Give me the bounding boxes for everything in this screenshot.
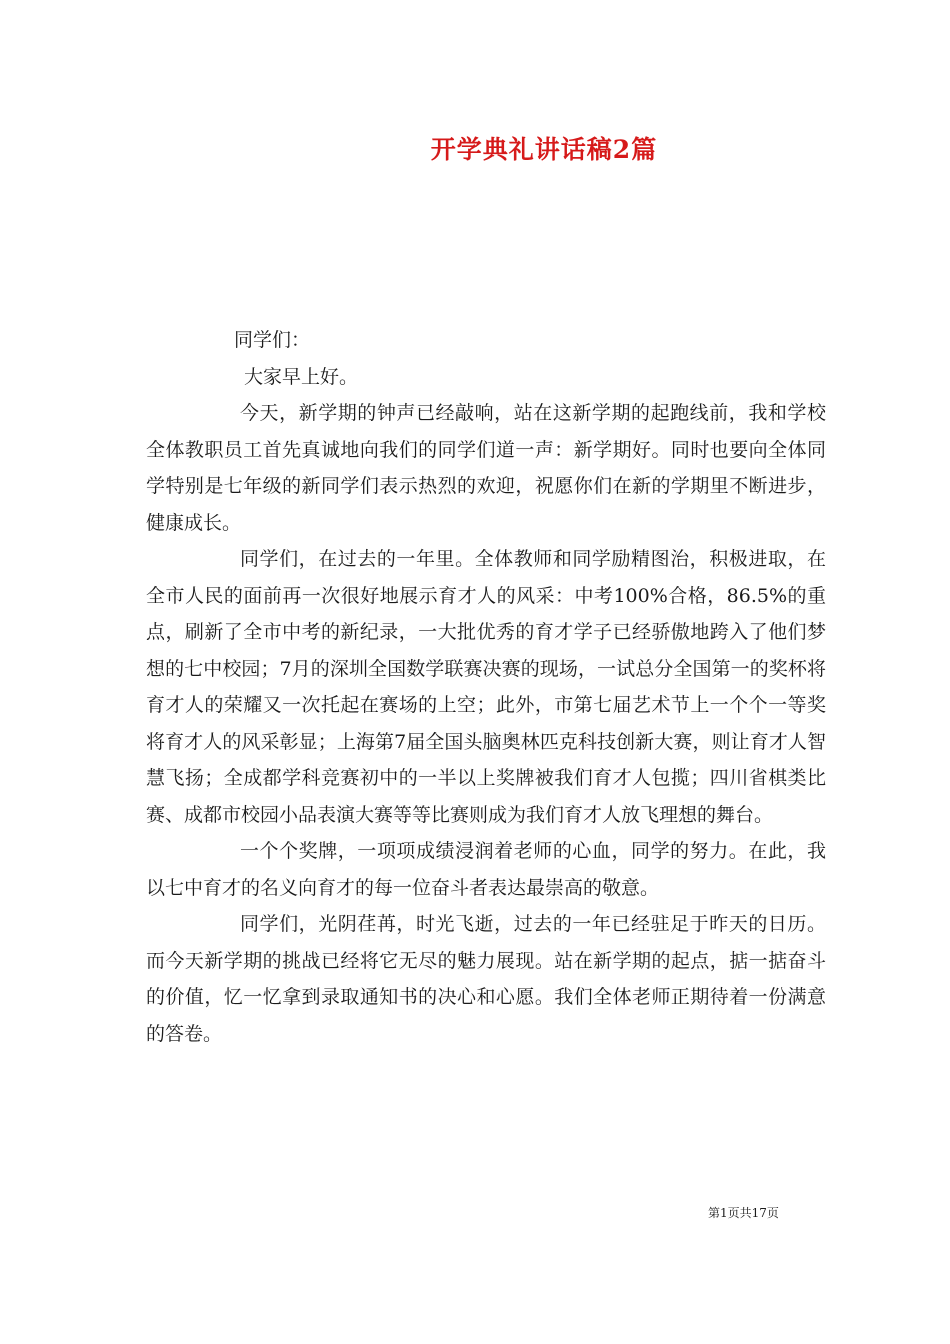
document-body [146, 322, 826, 1052]
document-title: 开学典礼讲话稿2篇 [430, 135, 658, 164]
paragraph: 同学们，在过去的一年里。全体教师和同学励精图治，积极进取，在全市人民的面前再一次很好地展示育才人的风采：中考100%合格，86.5%的重点，刷新了全市中考的新纪录，一大批优秀的育才学子已经骄傲地跨入了他们梦想的七中校园；7月的深圳全国数学联赛决赛的现场，一试总分全国第一的奖杯将育才人的荣耀又一次托起在赛场的上空；此外，市第七届艺术节上一个个一等奖将育才人的风采彰显；上海第7届全国头脑奥林匹克科技创新大赛，则让育才人智慧飞扬；全成都学科竞赛初中的一半以上奖牌被我们育才人包揽；四川省棋类比赛、成都市校园小品表演大赛等等比赛则成为我们育才人放飞理想的舞台。 [146, 548, 826, 826]
salutation: 同学们： [234, 329, 311, 351]
page-number: 第1页共17页 [708, 1206, 779, 1220]
paragraph: 一个个奖牌，一项项成绩浸润着老师的心血，同学的努力。在此，我以七中育才的名义向育才的每一位奋斗者表达最崇高的敬意。 [146, 840, 826, 899]
paragraph: 同学们，光阴荏苒，时光飞逝，过去的一年已经驻足于昨天的日历。而今天新学期的挑战已经将它无尽的魅力展现。站在新学期的起点，掂一掂奋斗的价值，忆一忆拿到录取通知书的决心和心愿。我们全体老师正期待着一份满意的答卷。 [146, 913, 826, 1045]
paragraph: 今天，新学期的钟声已经敲响，站在这新学期的起跑线前，我和学校全体教职员工首先真诚地向我们的同学们道一声：新学期好。同时也要向全体同学特别是七年级的新同学们表示热烈的欢迎，祝愿你们在新的学期里不断进步，健康成长。 [146, 402, 826, 534]
greeting: 大家早上好。 [244, 365, 359, 388]
